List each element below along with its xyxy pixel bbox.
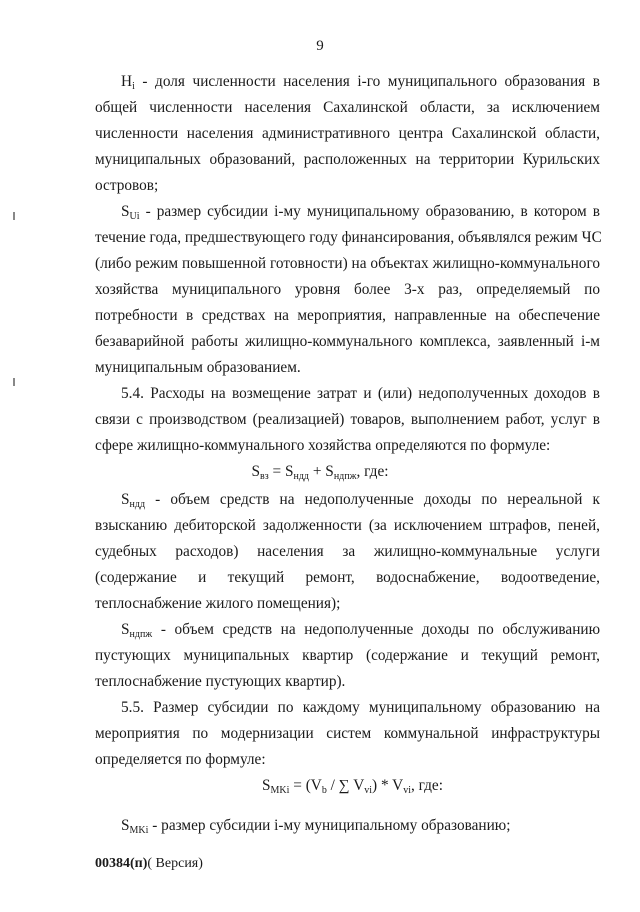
- line-text: - размер субсидии i-му муниципальному образованию;: [148, 817, 511, 834]
- page-number: 9: [316, 38, 324, 54]
- subscript: Ui: [129, 211, 140, 222]
- paragraph-line: течение года, предшествующего году финансирования, объявлялся режим ЧС: [95, 229, 602, 246]
- subscript: ндд: [129, 499, 146, 510]
- paragraph-line: [121, 620, 600, 640]
- paragraph-line: 5.4. Расходы на возмещение затрат и (или) недополученных доходов в: [121, 385, 600, 402]
- symbol: S: [121, 491, 130, 508]
- line-text: - размер субсидии i-му муниципальному образованию, в котором в: [139, 203, 600, 220]
- paragraph-line: мероприятия по модернизации систем коммунальной инфраструктуры: [95, 725, 600, 742]
- document-footer: [95, 856, 203, 872]
- paragraph-line: сфере жилищно-коммунального хозяйства определяются по формуле:: [95, 437, 551, 454]
- paragraph-line: связи с производством (реализацией) товаров, выполнением работ, услуг в: [95, 411, 600, 428]
- line-text: - объем средств на недополученные доходы по нереальной к: [145, 491, 600, 508]
- formula-line: $S_{вз} = S_{ндд} + S_{ндпж}$, где:: [251, 463, 389, 482]
- symbol: H: [121, 73, 133, 90]
- paragraph-line: 5.5. Размер субсидии по каждому муниципальному образованию на: [121, 699, 600, 716]
- paragraph-line: судебных расходов) населения за жилищно-коммунальные услуги: [95, 543, 600, 560]
- paragraph-line: [121, 202, 600, 222]
- paragraph-line: муниципальным образованием.: [95, 359, 301, 376]
- paragraph-line: (содержание и текущий ремонт, водоснабжение, водоотведение,: [95, 569, 600, 586]
- paragraph-line: [121, 490, 600, 510]
- line-text: - объем средств на недополученные доходы по обслуживанию: [152, 621, 600, 638]
- paragraph-line: определяется по формуле:: [95, 751, 266, 768]
- paragraph-line: теплоснабжение пустующих квартир).: [95, 673, 346, 690]
- paragraph-line: [121, 816, 600, 836]
- paragraph-line: (либо режим повышенной готовности) на объектах жилищно-коммунального: [95, 255, 600, 272]
- paragraph-line: муниципальных образований, расположенных на территории Курильских: [95, 151, 600, 168]
- line-text: - доля численности населения i-го муниципального образования в: [134, 73, 600, 90]
- paragraph-line: общей численности населения Сахалинской области, за исключением: [95, 99, 600, 116]
- paragraph-line: потребности в средствах на мероприятия, направленные на обеспечение: [95, 307, 600, 324]
- paragraph-line: островов;: [95, 177, 159, 194]
- paragraph-line: численности населения административного центра Сахалинской области,: [95, 125, 600, 142]
- symbol: S: [121, 621, 130, 638]
- subscript: i: [132, 81, 135, 92]
- document-code: 00384(п): [95, 856, 148, 871]
- paragraph-line: хозяйства муниципального уровня более 3-х раз, определяемый по: [95, 281, 600, 298]
- document-version: ( Версия): [147, 856, 203, 871]
- symbol: S: [121, 203, 130, 220]
- margin-mark: [13, 378, 15, 386]
- paragraph-line: пустующих муниципальных квартир (содержание и текущий ремонт,: [95, 647, 600, 664]
- subscript: MKi: [129, 825, 149, 836]
- margin-mark: [13, 212, 15, 220]
- paragraph-line: взысканию дебиторской задолженности (за исключением штрафов, пеней,: [95, 517, 600, 534]
- paragraph-line: безаварийной работы жилищно-коммунального комплекса, заявленный i-м: [95, 333, 600, 350]
- paragraph-line: [121, 72, 600, 92]
- symbol: S: [121, 817, 130, 834]
- formula-line: $S_{MKi} = (V_b$ / ∑ $V_{vi}) * V_{vi}$, где:: [262, 777, 443, 796]
- subscript: ндпж: [129, 629, 153, 640]
- paragraph-line: теплоснабжение жилого помещения);: [95, 595, 341, 612]
